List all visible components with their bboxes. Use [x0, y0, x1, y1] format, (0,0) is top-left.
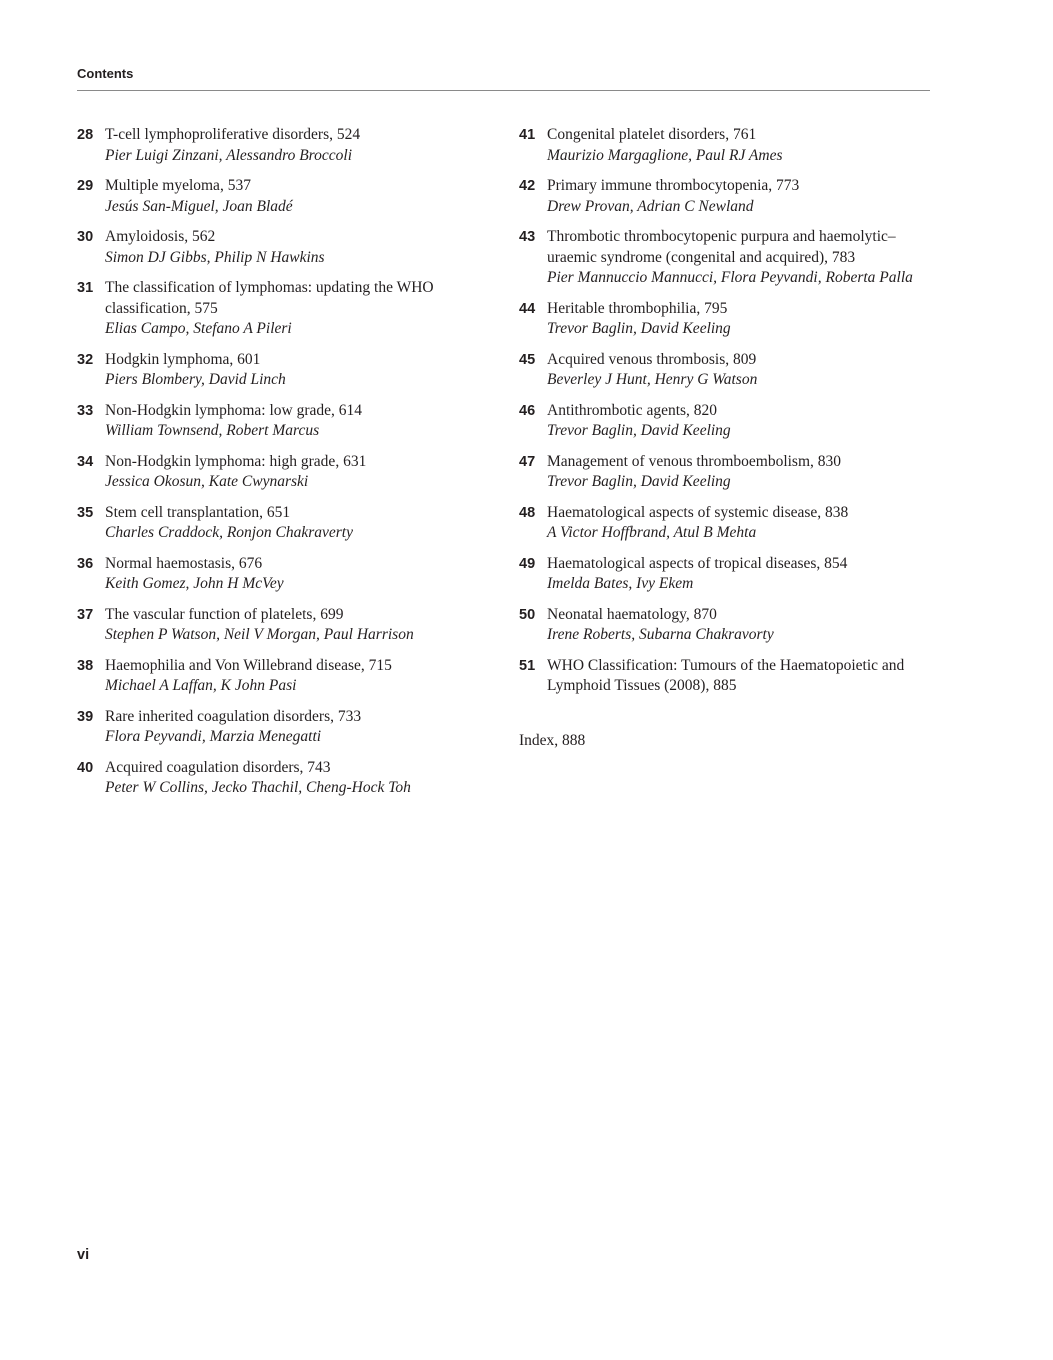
chapter-number: 41 [519, 127, 536, 143]
chapter-authors: Irene Roberts, Subarna Chakravorty [547, 626, 774, 643]
chapter-authors: Elias Campo, Stefano A Pileri [105, 320, 292, 337]
chapter-number: 31 [77, 280, 94, 296]
toc-entry[interactable] [519, 350, 939, 391]
chapter-number: 40 [77, 759, 94, 776]
chapter-number: 45 [519, 351, 536, 368]
chapter-title: Heritable thrombophilia, 795 [547, 299, 728, 317]
toc-entry[interactable] [519, 554, 939, 595]
chapter-title: Primary immune thrombocytopenia, 773 [547, 177, 800, 194]
chapter-authors: Simon DJ Gibbs, Philip N Hawkins [105, 248, 325, 266]
chapter-authors: Flora Peyvandi, Marzia Menegatti [105, 728, 322, 745]
chapter-title: Amyloidosis, 562 [105, 228, 216, 245]
toc-left-column [77, 125, 497, 809]
toc-right-column [519, 125, 939, 751]
chapter-title: WHO Classification: Tumours of the Haematopoietic and Lymphoid Tissues (2008), 885 [547, 656, 905, 694]
chapter-title: Haematological aspects of tropical diseases, 854 [547, 554, 848, 572]
chapter-authors: Stephen P Watson, Neil V Morgan, Paul Harrison [105, 626, 414, 643]
chapter-authors: Jesús San-Miguel, Joan Bladé [105, 197, 293, 215]
chapter-number: 35 [77, 504, 94, 521]
toc-entry[interactable] [77, 707, 497, 748]
chapter-authors: Drew Provan, Adrian C Newland [547, 197, 754, 215]
chapter-title: Acquired coagulation disorders, 743 [105, 758, 331, 776]
chapter-title: Normal haemostasis, 676 [105, 554, 263, 572]
chapter-number: 36 [77, 555, 94, 572]
chapter-number: 33 [77, 402, 94, 419]
index-entry[interactable]: Index, 888 [519, 731, 586, 749]
toc-entry[interactable] [519, 503, 939, 544]
toc-entry[interactable] [77, 401, 497, 442]
chapter-title: Hodgkin lymphoma, 601 [105, 350, 261, 368]
chapter-title: Non-Hodgkin lymphoma: high grade, 631 [105, 452, 367, 470]
chapter-number: 28 [77, 127, 94, 143]
chapter-number: 37 [77, 606, 94, 623]
chapter-authors: Piers Blombery, David Linch [105, 371, 286, 388]
chapter-title: Congenital platelet disorders, 761 [547, 126, 757, 143]
chapter-number: 32 [77, 351, 94, 368]
chapter-number: 34 [77, 453, 94, 470]
toc-entry[interactable] [77, 350, 497, 391]
chapter-number: 30 [77, 229, 94, 245]
chapter-number: 48 [519, 504, 536, 521]
chapter-title: Haematological aspects of systemic disease, 838 [547, 503, 849, 521]
chapter-authors: Pier Luigi Zinzani, Alessandro Broccoli [105, 146, 353, 164]
toc-entry[interactable] [77, 278, 497, 340]
chapter-number: 50 [519, 606, 536, 623]
chapter-authors: Trevor Baglin, David Keeling [547, 422, 731, 439]
chapter-number: 39 [77, 708, 94, 725]
chapter-authors: Charles Craddock, Ronjon Chakraverty [105, 524, 353, 541]
toc-entry[interactable] [519, 605, 939, 646]
chapter-title: Neonatal haematology, 870 [547, 605, 717, 623]
page-folio: vi [77, 1247, 90, 1263]
chapter-authors: Keith Gomez, John H McVey [105, 575, 284, 592]
toc-entry[interactable] [519, 299, 939, 340]
chapter-authors: Maurizio Margaglione, Paul RJ Ames [547, 146, 783, 164]
toc-entry[interactable] [519, 401, 939, 442]
chapter-title: Multiple myeloma, 537 [105, 177, 251, 194]
chapter-authors: Peter W Collins, Jecko Thachil, Cheng-Hock Toh [105, 779, 411, 796]
toc-entry[interactable] [77, 605, 497, 646]
chapter-title: Haemophilia and Von Willebrand disease, 715 [105, 656, 392, 674]
toc-entry[interactable] [77, 503, 497, 544]
toc-entry[interactable] [77, 758, 497, 799]
chapter-title: Stem cell transplantation, 651 [105, 503, 291, 521]
chapter-number: 38 [77, 657, 94, 674]
chapter-authors: A Victor Hoffbrand, Atul B Mehta [547, 524, 757, 541]
chapter-authors: Imelda Bates, Ivy Ekem [547, 575, 694, 592]
chapter-title: The vascular function of platelets, 699 [105, 605, 344, 623]
chapter-authors: Trevor Baglin, David Keeling [547, 320, 731, 337]
toc-entry[interactable] [519, 227, 939, 289]
chapter-number: 44 [519, 300, 536, 317]
chapter-title: Rare inherited coagulation disorders, 733 [105, 707, 362, 725]
toc-entry[interactable] [77, 554, 497, 595]
chapter-number: 29 [77, 178, 94, 194]
chapter-number: 43 [519, 229, 536, 245]
chapter-authors: Michael A Laffan, K John Pasi [105, 677, 297, 694]
chapter-authors: Pier Mannuccio Mannucci, Flora Peyvandi, Roberta Palla [547, 269, 913, 286]
running-head: Contents [77, 66, 134, 81]
toc-entry[interactable] [77, 227, 497, 268]
toc-entry[interactable] [77, 656, 497, 697]
toc-entry[interactable] [519, 656, 939, 697]
toc-entry[interactable] [519, 176, 939, 217]
chapter-number: 51 [519, 657, 536, 674]
chapter-title: The classification of lymphomas: updating the WHO classification, 575 [105, 279, 434, 317]
chapter-title: Non-Hodgkin lymphoma: low grade, 614 [105, 401, 363, 419]
toc-entry[interactable] [77, 176, 497, 217]
chapter-authors: Trevor Baglin, David Keeling [547, 473, 731, 490]
chapter-number: 46 [519, 402, 536, 419]
chapter-title: Management of venous thromboembolism, 830 [547, 452, 842, 470]
chapter-title: Acquired venous thrombosis, 809 [547, 350, 757, 368]
toc-entry[interactable] [77, 125, 497, 166]
chapter-title: Thrombotic thrombocytopenic purpura and haemolytic–uraemic syndrome (congenital and acquired), 783 [547, 228, 896, 266]
chapter-number: 49 [519, 555, 536, 572]
chapter-number: 42 [519, 178, 536, 194]
chapter-authors: William Townsend, Robert Marcus [105, 422, 320, 439]
chapter-authors: Beverley J Hunt, Henry G Watson [547, 371, 758, 388]
chapter-authors: Jessica Okosun, Kate Cwynarski [105, 473, 309, 490]
chapter-title: Antithrombotic agents, 820 [547, 401, 718, 419]
toc-entry[interactable] [519, 452, 939, 493]
header-rule [77, 90, 930, 91]
toc-entry[interactable] [77, 452, 497, 493]
chapter-title: T-cell lymphoproliferative disorders, 524 [105, 126, 361, 143]
chapter-number: 47 [519, 453, 536, 470]
toc-entry[interactable] [519, 125, 939, 166]
